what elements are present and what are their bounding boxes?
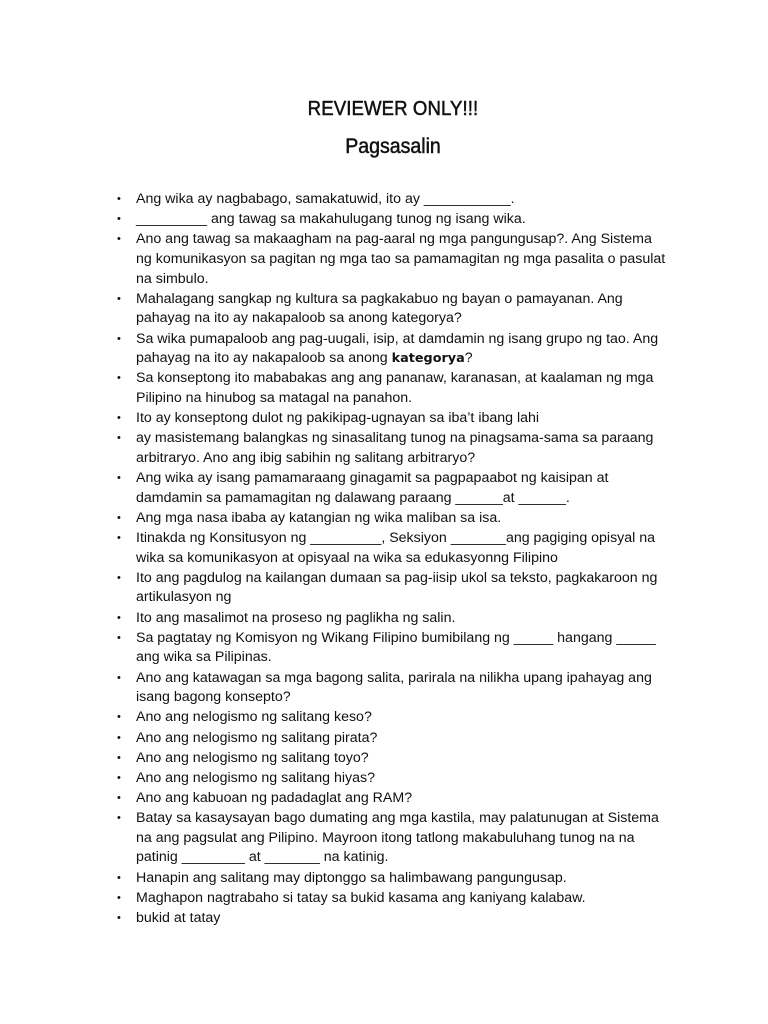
bullet-icon: • — [117, 812, 121, 825]
list-item-text: Ang mga nasa ibaba ay katangian ng wika maliban sa isa. — [136, 509, 502, 526]
list-item — [118, 409, 668, 429]
list-item — [118, 889, 668, 909]
list-item — [118, 210, 668, 230]
list-item-text: Ano ang nelogismo ng salitang hiyas? — [136, 769, 375, 786]
list-item-text: Ano ang katawagan sa mga bagong salita, parirala na nilikha upang ipahayag ang isang bagong konsepto? — [136, 669, 652, 706]
list-item-text: Ano ang nelogismo ng salitang keso? — [136, 709, 372, 726]
bullet-icon: • — [117, 731, 121, 744]
list-item — [118, 609, 668, 629]
list-item — [118, 669, 668, 708]
list-item-text: Ang wika ay nagbabago, samakatuwid, ito ay ___________. — [136, 191, 515, 207]
list-item — [118, 429, 668, 468]
list-item — [118, 369, 668, 408]
list-item — [118, 708, 668, 728]
page-subtitle: Pagsasalin — [345, 135, 441, 158]
list-item-text: Ito ay konseptong dulot ng pakikipag-ugnayan sa iba’t ibang lahi — [136, 410, 540, 427]
list-item-text: Ito ang masalimot na proseso ng paglikha ng salin. — [136, 609, 456, 626]
list-item — [118, 469, 668, 508]
list-item-text: Sa konseptong ito mababakas ang ang pananaw, karanasan, at kaalaman ng mga Pilipino na hinubog sa matagal na panahon. — [136, 370, 654, 406]
list-item-text: Maghapon nagtrabaho si tatay sa bukid kasama ang kaniyang kalabaw. — [136, 889, 586, 906]
page-title: REVIEWER ONLY!!! — [307, 98, 479, 120]
list-item — [118, 789, 668, 809]
list-item-bold-text: kategorya — [391, 351, 465, 367]
list-item-text: bukid at tatay — [136, 910, 221, 927]
list-item — [118, 330, 668, 369]
list-item-text: Sa pagtatay ng Komisyon ng Wikang Filipino bumibilang ng _____ hangang _____ ang wika sa Pilipinas. — [136, 629, 656, 666]
bullet-icon: • — [117, 571, 121, 584]
list-item — [118, 749, 668, 769]
list-item — [118, 529, 668, 568]
list-item-text: Ano ang kabuoan ng padadaglat ang RAM? — [136, 790, 413, 807]
bullet-icon: • — [117, 193, 121, 205]
bullet-icon: • — [117, 511, 121, 524]
bullet-icon: • — [117, 792, 121, 805]
bullet-icon: • — [117, 611, 121, 624]
bullet-icon: • — [117, 891, 121, 904]
list-item-text: Sa wika pumapaloob ang pag-uugali, isip, at damdamin ng isang grupo ng tao. Ang pahayag na ito ay nakapaloob sa anong — [136, 330, 659, 367]
list-item-text: Itinakda ng Konsitusyon ng _________, Seksiyon _______ang pagiging opisyal na wika sa komunikasyon at opisyaal na wika sa edukasyonng Filipino — [136, 530, 656, 566]
bullet-icon: • — [117, 532, 121, 545]
list-item-text: Ang wika ay isang pamamaraang ginagamit sa pagpapaabot ng kaisipan at damdamin sa pamamagitan ng dalawang paraang ______at ______. — [136, 470, 609, 506]
list-item-text: Ano ang nelogismo ng salitang toyo? — [136, 749, 369, 766]
list-item — [118, 290, 668, 329]
list-item-text: Mahalagang sangkap ng kultura sa pagkakabuo ng bayan o pamayanan. Ang pahayag na ito ay nakapaloob sa anong kategorya? — [136, 290, 623, 327]
bullet-icon: • — [117, 631, 121, 644]
list-item — [118, 230, 668, 289]
list-item — [118, 869, 668, 889]
list-item — [118, 909, 668, 929]
list-item-text: Ito ang pagdulog na kailangan dumaan sa pag-iisip ukol sa teksto, pagkakaroon ng artikulasyon ng — [136, 569, 658, 606]
bullet-icon: • — [117, 472, 121, 485]
question-list — [118, 190, 668, 929]
bullet-icon: • — [117, 871, 121, 884]
list-item — [118, 629, 668, 668]
bullet-icon: • — [117, 671, 121, 684]
bullet-icon: • — [117, 233, 121, 246]
bullet-icon: • — [117, 372, 121, 385]
list-item-text: _________ ang tawag sa makahulugang tunog ng isang wika. — [136, 211, 526, 228]
list-item — [118, 729, 668, 749]
bullet-icon: • — [117, 751, 121, 764]
list-item — [118, 769, 668, 789]
list-item-text: Ano ang nelogismo ng salitang pirata? — [136, 729, 378, 746]
bullet-icon: • — [117, 711, 121, 724]
list-item-text-end: ? — [464, 350, 473, 367]
bullet-icon: • — [117, 292, 121, 305]
list-item — [118, 809, 668, 868]
list-item — [118, 509, 668, 529]
list-item-text: Hanapin ang salitang may diptonggo sa halimbawang pangungusap. — [136, 869, 567, 886]
list-item-text: ay masistemang balangkas ng sinasalitang tunog na pinagsama-sama sa paraang arbitraryo. Ano ang ibig sabihin ng salitang arbitraryo? — [136, 430, 654, 466]
list-item — [118, 190, 668, 210]
bullet-icon: • — [117, 213, 121, 226]
list-item — [118, 569, 668, 608]
bullet-icon: • — [117, 412, 121, 425]
list-item-text: Batay sa kasaysayan bago dumating ang mga kastila, may palatunugan at Sistema na ang pagsulat ang Pilipino. Mayroon itong tatlong makabuluhang tunog na na patinig ________ at _______ na katinig. — [136, 810, 659, 866]
bullet-icon: • — [117, 912, 121, 925]
bullet-icon: • — [117, 432, 121, 445]
bullet-icon: • — [117, 332, 121, 345]
list-item-text: Ano ang tawag sa makaagham na pag-aaral ng mga pangungusap?. Ang Sistema ng komunikasyon sa pagitan ng mga tao sa pamamagitan ng mga pasalita o pasulat na simbulo. — [136, 231, 666, 287]
bullet-icon: • — [117, 771, 121, 784]
